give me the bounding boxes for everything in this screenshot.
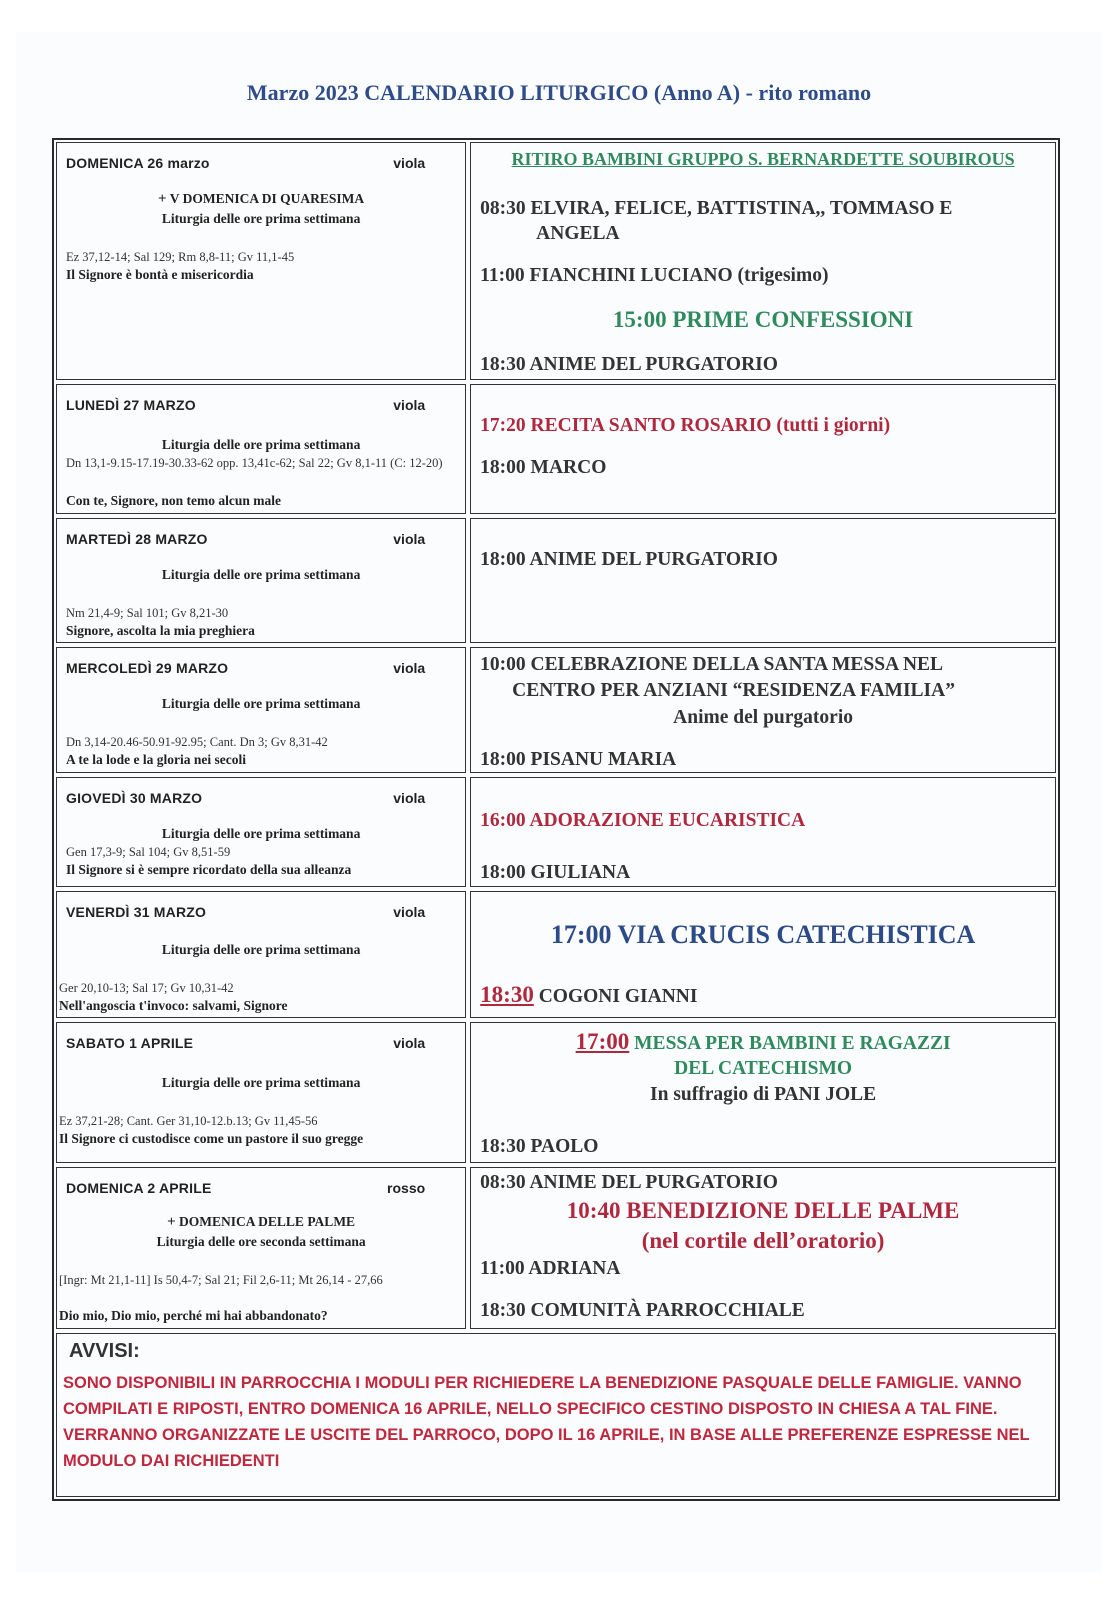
events-cell [470,647,1056,773]
day-cell [56,518,466,643]
feast-name: V DOMENICA DI QUARESIMA [169,191,365,206]
psalm-response: A te la lode e la gloria nei secoli [66,752,246,767]
day-cell [56,384,466,514]
event-adoration: 16:00 ADORAZIONE EUCARISTICA [480,810,806,831]
event-mass-cont: CENTRO PER ANZIANI “RESIDENZA FAMILIA” [512,680,955,701]
psalm-response: Il Signore è bontà e misericordia [66,267,254,282]
table-row [56,384,1056,514]
events-cell [470,891,1056,1018]
event-mass [480,982,1045,1009]
liturgical-color: viola [393,531,426,547]
event-palms-blessing: 10:40 BENEDIZIONE DELLE PALME [566,1198,960,1223]
feast-title [57,1214,465,1231]
liturgy-hours: Liturgia delle ore seconda settimana [156,1234,366,1249]
event-mass: 18:00 PISANU MARIA [480,749,677,770]
events-cell [470,518,1056,643]
liturgical-color: viola [393,660,426,676]
event-time: 18:30 [480,982,534,1007]
psalm-response: Con te, Signore, non temo alcun male [66,493,281,508]
event-mass: 18:30 ANIME DEL PURGATORIO [480,354,778,375]
readings: Dn 3,14-20.46-50.91-92.95; Cant. Dn 3; Gv 8,31-42 [66,735,328,749]
psalm-response: Dio mio, Dio mio, perché mi hai abbandonato? [59,1308,328,1323]
event-mass: 11:00 FIANCHINI LUCIANO (trigesimo) [480,265,829,286]
event-confessions: 15:00 PRIME CONFESSIONI [612,307,914,332]
event-mass: 08:30 ANIME DEL PURGATORIO [480,1172,778,1193]
event-children-mass [471,1029,1055,1056]
readings: Dn 13,1-9.15-17.19-30.33-62 opp. 13,41c-62; Sal 22; Gv 8,1-11 (C: 12-20) [66,456,443,470]
liturgy-hours: Liturgia delle ore prima settimana [161,211,361,226]
calendar-table [52,138,1060,1501]
day-label: VENERDÌ 31 MARZO [66,904,207,920]
cross-icon: + [158,191,167,207]
event-title: MESSA PER BAMBINI E RAGAZZI [634,1033,951,1054]
day-cell [56,647,466,773]
day-label: DOMENICA 26 marzo [66,155,210,171]
day-cell [56,1022,466,1163]
day-cell [56,1167,466,1329]
event-mass: 11:00 ADRIANA [480,1258,621,1279]
event-mass: 18:00 GIULIANA [480,862,631,883]
liturgy-hours: Liturgia delle ore prima settimana [161,1075,361,1090]
notices-text: SONO DISPONIBILI IN PARROCCHIA I MODULI PER RICHIEDERE LA BENEDIZIONE PASQUALE DELLE FAMIGLIE. VANNO COMPILATI E RIPOSTI, ENTRO DOMENICA 16 APRILE, NELLO SPECIFICO CESTINO DISPOSTO IN CHIESA A TAL FINE. VERRANNO ORGANIZZATE LE USCITE DEL PARROCO, DOPO IL 16 APRILE, IN BASE ALLE PREFERENZE ESPRESSE NEL MODULO DAI RICHIEDENTI [63,1374,1030,1470]
liturgy-hours: Liturgia delle ore prima settimana [161,696,361,711]
day-label: LUNEDÌ 27 MARZO [66,397,196,413]
event-title-cont: DEL CATECHISMO [674,1058,853,1079]
events-cell [470,142,1056,380]
psalm-response: Il Signore si è sempre ricordato della sua alleanza [66,862,352,877]
liturgical-color: viola [393,397,426,413]
day-label: MARTEDÌ 28 MARZO [66,531,208,547]
readings: Ez 37,21-28; Cant. Ger 31,10-12.b.13; Gv 11,45-56 [59,1114,318,1128]
events-cell [470,1022,1056,1163]
event-intention: COGONI GIANNI [538,986,698,1007]
table-row [56,647,1056,773]
events-cell [470,777,1056,887]
readings: Ez 37,12-14; Sal 129; Rm 8,8-11; Gv 11,1-45 [66,250,295,264]
liturgical-color: viola [393,904,426,920]
day-cell [56,891,466,1018]
day-label: SABATO 1 APRILE [66,1035,194,1051]
event-mass-cont: ANGELA [536,223,620,244]
liturgical-color: viola [393,790,426,806]
notices-heading: AVVISI: [69,1340,140,1362]
day-label: DOMENICA 2 APRILE [66,1180,212,1196]
psalm-response: Signore, ascolta la mia preghiera [66,623,255,638]
event-mass: 18:30 COMUNITÀ PARROCCHIALE [480,1300,805,1321]
liturgical-color: viola [393,155,426,171]
notices-box [56,1333,1056,1497]
readings: [Ingr: Mt 21,1-11] Is 50,4-7; Sal 21; Fil 2,6-11; Mt 26,14 - 27,66 [59,1273,383,1287]
event-intention: In suffragio di PANI JOLE [650,1084,877,1105]
table-row [56,1167,1056,1329]
day-cell [56,142,466,380]
table-row [56,142,1056,380]
liturgy-hours: Liturgia delle ore prima settimana [161,437,361,452]
event-mass: 10:00 CELEBRAZIONE DELLA SANTA MESSA NEL [480,654,944,675]
psalm-response: Il Signore ci custodisce come un pastore il suo gregge [59,1131,364,1146]
liturgy-hours: Liturgia delle ore prima settimana [161,567,361,582]
page-title: Marzo 2023 CALENDARIO LITURGICO (Anno A) - rito romano [246,80,872,105]
day-cell [56,777,466,887]
events-cell [470,384,1056,514]
table-row [56,777,1056,887]
table-row [56,891,1056,1018]
cross-icon: + [167,1214,176,1230]
table-row [56,1022,1056,1163]
day-label: MERCOLEDÌ 29 MARZO [66,660,229,676]
readings: Ger 20,10-13; Sal 17; Gv 10,31-42 [59,981,234,995]
event-rosary: 17:20 RECITA SANTO ROSARIO (tutti i giorni) [480,415,891,436]
table-row [56,518,1056,643]
feast-name: DOMENICA DELLE PALME [179,1214,356,1229]
event-mass: 18:30 PAOLO [480,1136,599,1157]
event-intention: Anime del purgatorio [673,707,853,728]
psalm-response: Nell'angoscia t'invoco: salvami, Signore [59,998,288,1013]
event-time: 17:00 [575,1029,630,1054]
event-mass: 18:00 ANIME DEL PURGATORIO [480,549,778,570]
event-mass: 08:30 ELVIRA, FELICE, BATTISTINA,, TOMMASO E [480,198,953,219]
liturgical-color: viola [393,1035,426,1051]
feast-title [57,191,465,208]
readings: Gen 17,3-9; Sal 104; Gv 8,51-59 [66,845,231,859]
liturgy-hours: Liturgia delle ore prima settimana [161,942,361,957]
event-location: (nel cortile dell’oratorio) [641,1228,885,1253]
event-via-crucis: 17:00 VIA CRUCIS CATECHISTICA [550,920,976,949]
event-retreat: RITIRO BAMBINI GRUPPO S. BERNARDETTE SOUBIROUS [511,149,1015,169]
event-mass: 18:00 MARCO [480,457,607,478]
liturgical-color: rosso [387,1180,426,1196]
liturgy-hours: Liturgia delle ore prima settimana [161,826,361,841]
day-label: GIOVEDÌ 30 MARZO [66,790,203,806]
events-cell [470,1167,1056,1329]
readings: Nm 21,4-9; Sal 101; Gv 8,21-30 [66,606,229,620]
